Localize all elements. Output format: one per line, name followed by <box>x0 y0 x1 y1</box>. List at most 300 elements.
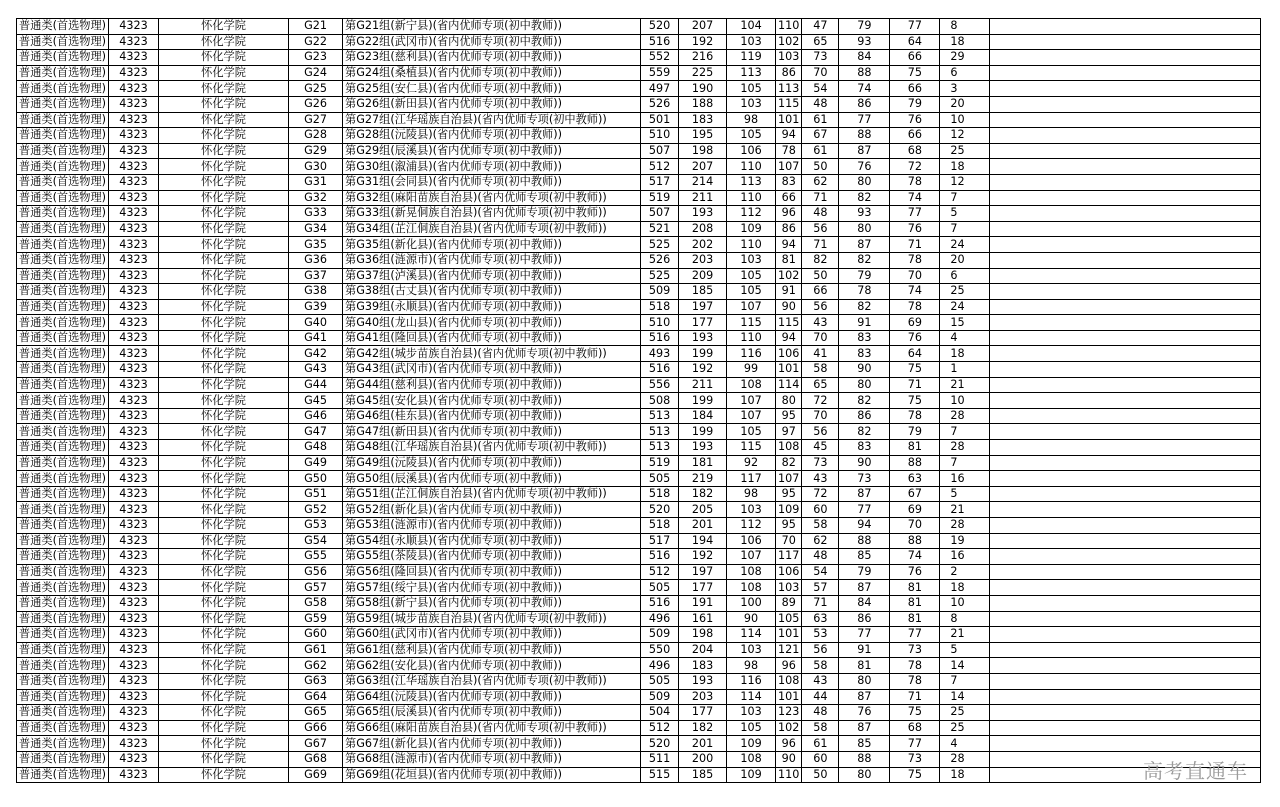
category-cell[interactable]: 普通类(首选物理) <box>17 642 109 658</box>
col12-cell[interactable]: 66 <box>890 50 940 66</box>
col11-cell[interactable]: 86 <box>839 408 890 424</box>
col9-cell[interactable]: 96 <box>776 658 802 674</box>
group-name-cell[interactable]: 第G41组(隆回县)(省内优师专项(初中教师)) <box>343 330 641 346</box>
group-code-cell[interactable]: G39 <box>289 299 343 315</box>
school-code-cell[interactable]: 4323 <box>109 440 159 456</box>
col7-cell[interactable]: 197 <box>679 564 727 580</box>
group-code-cell[interactable]: G41 <box>289 330 343 346</box>
group-code-cell[interactable]: G22 <box>289 34 343 50</box>
col6-cell[interactable]: 516 <box>641 549 679 565</box>
col13-cell[interactable]: 4 <box>940 736 990 752</box>
col9-cell[interactable]: 94 <box>776 128 802 144</box>
group-name-cell[interactable]: 第G21组(新宁县)(省内优师专项(初中教师)) <box>343 19 641 35</box>
col6-cell[interactable]: 509 <box>641 689 679 705</box>
col8-cell[interactable]: 98 <box>727 486 776 502</box>
blank-cell[interactable] <box>990 284 1261 300</box>
school-code-cell[interactable]: 4323 <box>109 284 159 300</box>
group-name-cell[interactable]: 第G26组(新田县)(省内优师专项(初中教师)) <box>343 96 641 112</box>
col8-cell[interactable]: 110 <box>727 159 776 175</box>
col9-cell[interactable]: 113 <box>776 81 802 97</box>
category-cell[interactable]: 普通类(首选物理) <box>17 159 109 175</box>
col9-cell[interactable]: 95 <box>776 408 802 424</box>
col8-cell[interactable]: 105 <box>727 128 776 144</box>
col8-cell[interactable]: 114 <box>727 689 776 705</box>
school-code-cell[interactable]: 4323 <box>109 143 159 159</box>
col10-cell[interactable]: 65 <box>802 377 839 393</box>
school-code-cell[interactable]: 4323 <box>109 346 159 362</box>
col9-cell[interactable]: 70 <box>776 533 802 549</box>
col12-cell[interactable]: 81 <box>890 580 940 596</box>
category-cell[interactable]: 普通类(首选物理) <box>17 315 109 331</box>
school-name-cell[interactable]: 怀化学院 <box>159 34 289 50</box>
col13-cell[interactable]: 7 <box>940 673 990 689</box>
group-code-cell[interactable]: G68 <box>289 751 343 767</box>
col9-cell[interactable]: 110 <box>776 19 802 35</box>
col12-cell[interactable]: 78 <box>890 252 940 268</box>
col13-cell[interactable]: 4 <box>940 330 990 346</box>
col12-cell[interactable]: 73 <box>890 751 940 767</box>
group-code-cell[interactable]: G61 <box>289 642 343 658</box>
school-name-cell[interactable]: 怀化学院 <box>159 408 289 424</box>
col10-cell[interactable]: 47 <box>802 19 839 35</box>
col6-cell[interactable]: 510 <box>641 315 679 331</box>
col12-cell[interactable]: 69 <box>890 502 940 518</box>
blank-cell[interactable] <box>990 81 1261 97</box>
col9-cell[interactable]: 115 <box>776 96 802 112</box>
category-cell[interactable]: 普通类(首选物理) <box>17 705 109 721</box>
group-name-cell[interactable]: 第G30组(溆浦县)(省内优师专项(初中教师)) <box>343 159 641 175</box>
col7-cell[interactable]: 181 <box>679 455 727 471</box>
school-code-cell[interactable]: 4323 <box>109 720 159 736</box>
group-name-cell[interactable]: 第G46组(桂东县)(省内优师专项(初中教师)) <box>343 408 641 424</box>
group-name-cell[interactable]: 第G22组(武冈市)(省内优师专项(初中教师)) <box>343 34 641 50</box>
col12-cell[interactable]: 71 <box>890 689 940 705</box>
col11-cell[interactable]: 88 <box>839 533 890 549</box>
blank-cell[interactable] <box>990 705 1261 721</box>
school-name-cell[interactable]: 怀化学院 <box>159 486 289 502</box>
col12-cell[interactable]: 79 <box>890 96 940 112</box>
school-name-cell[interactable]: 怀化学院 <box>159 221 289 237</box>
school-name-cell[interactable]: 怀化学院 <box>159 284 289 300</box>
col11-cell[interactable]: 80 <box>839 221 890 237</box>
col13-cell[interactable]: 25 <box>940 705 990 721</box>
school-code-cell[interactable]: 4323 <box>109 767 159 783</box>
blank-cell[interactable] <box>990 50 1261 66</box>
col7-cell[interactable]: 202 <box>679 237 727 253</box>
col10-cell[interactable]: 61 <box>802 736 839 752</box>
school-code-cell[interactable]: 4323 <box>109 549 159 565</box>
school-code-cell[interactable]: 4323 <box>109 252 159 268</box>
col12-cell[interactable]: 77 <box>890 206 940 222</box>
col7-cell[interactable]: 183 <box>679 112 727 128</box>
col6-cell[interactable]: 515 <box>641 767 679 783</box>
col12-cell[interactable]: 74 <box>890 190 940 206</box>
col10-cell[interactable]: 50 <box>802 767 839 783</box>
school-code-cell[interactable]: 4323 <box>109 362 159 378</box>
group-name-cell[interactable]: 第G42组(城步苗族自治县)(省内优师专项(初中教师)) <box>343 346 641 362</box>
school-code-cell[interactable]: 4323 <box>109 595 159 611</box>
col11-cell[interactable]: 74 <box>839 81 890 97</box>
col12-cell[interactable]: 71 <box>890 377 940 393</box>
col11-cell[interactable]: 82 <box>839 424 890 440</box>
group-code-cell[interactable]: G30 <box>289 159 343 175</box>
school-code-cell[interactable]: 4323 <box>109 330 159 346</box>
col7-cell[interactable]: 211 <box>679 377 727 393</box>
col11-cell[interactable]: 77 <box>839 502 890 518</box>
category-cell[interactable]: 普通类(首选物理) <box>17 440 109 456</box>
col13-cell[interactable]: 24 <box>940 299 990 315</box>
col12-cell[interactable]: 88 <box>890 533 940 549</box>
school-code-cell[interactable]: 4323 <box>109 455 159 471</box>
col8-cell[interactable]: 108 <box>727 751 776 767</box>
col9-cell[interactable]: 101 <box>776 689 802 705</box>
school-name-cell[interactable]: 怀化学院 <box>159 362 289 378</box>
col13-cell[interactable]: 10 <box>940 393 990 409</box>
col13-cell[interactable]: 5 <box>940 206 990 222</box>
col10-cell[interactable]: 44 <box>802 689 839 705</box>
col9-cell[interactable]: 108 <box>776 673 802 689</box>
group-code-cell[interactable]: G32 <box>289 190 343 206</box>
col12-cell[interactable]: 75 <box>890 65 940 81</box>
col10-cell[interactable]: 71 <box>802 237 839 253</box>
col12-cell[interactable]: 75 <box>890 705 940 721</box>
col8-cell[interactable]: 115 <box>727 440 776 456</box>
col13-cell[interactable]: 5 <box>940 486 990 502</box>
col6-cell[interactable]: 521 <box>641 221 679 237</box>
school-name-cell[interactable]: 怀化学院 <box>159 440 289 456</box>
group-name-cell[interactable]: 第G44组(慈利县)(省内优师专项(初中教师)) <box>343 377 641 393</box>
blank-cell[interactable] <box>990 424 1261 440</box>
school-code-cell[interactable]: 4323 <box>109 174 159 190</box>
col11-cell[interactable]: 87 <box>839 143 890 159</box>
col9-cell[interactable]: 107 <box>776 471 802 487</box>
col8-cell[interactable]: 115 <box>727 315 776 331</box>
school-code-cell[interactable]: 4323 <box>109 128 159 144</box>
category-cell[interactable]: 普通类(首选物理) <box>17 408 109 424</box>
school-name-cell[interactable]: 怀化学院 <box>159 424 289 440</box>
group-name-cell[interactable]: 第G67组(新化县)(省内优师专项(初中教师)) <box>343 736 641 752</box>
col9-cell[interactable]: 86 <box>776 221 802 237</box>
school-name-cell[interactable]: 怀化学院 <box>159 533 289 549</box>
group-code-cell[interactable]: G25 <box>289 81 343 97</box>
col7-cell[interactable]: 200 <box>679 751 727 767</box>
col13-cell[interactable]: 29 <box>940 50 990 66</box>
category-cell[interactable]: 普通类(首选物理) <box>17 533 109 549</box>
col8-cell[interactable]: 109 <box>727 767 776 783</box>
school-name-cell[interactable]: 怀化学院 <box>159 377 289 393</box>
col8-cell[interactable]: 110 <box>727 330 776 346</box>
col6-cell[interactable]: 512 <box>641 159 679 175</box>
col8-cell[interactable]: 106 <box>727 533 776 549</box>
col6-cell[interactable]: 552 <box>641 50 679 66</box>
school-code-cell[interactable]: 4323 <box>109 268 159 284</box>
blank-cell[interactable] <box>990 658 1261 674</box>
school-name-cell[interactable]: 怀化学院 <box>159 689 289 705</box>
col11-cell[interactable]: 88 <box>839 751 890 767</box>
school-code-cell[interactable]: 4323 <box>109 50 159 66</box>
col8-cell[interactable]: 107 <box>727 299 776 315</box>
category-cell[interactable]: 普通类(首选物理) <box>17 330 109 346</box>
blank-cell[interactable] <box>990 549 1261 565</box>
category-cell[interactable]: 普通类(首选物理) <box>17 393 109 409</box>
col12-cell[interactable]: 63 <box>890 471 940 487</box>
school-code-cell[interactable]: 4323 <box>109 751 159 767</box>
col7-cell[interactable]: 177 <box>679 705 727 721</box>
col13-cell[interactable]: 18 <box>940 346 990 362</box>
col6-cell[interactable]: 518 <box>641 518 679 534</box>
category-cell[interactable]: 普通类(首选物理) <box>17 143 109 159</box>
col8-cell[interactable]: 107 <box>727 393 776 409</box>
col11-cell[interactable]: 78 <box>839 284 890 300</box>
blank-cell[interactable] <box>990 174 1261 190</box>
col6-cell[interactable]: 507 <box>641 206 679 222</box>
col6-cell[interactable]: 507 <box>641 143 679 159</box>
col13-cell[interactable]: 20 <box>940 96 990 112</box>
col7-cell[interactable]: 188 <box>679 96 727 112</box>
category-cell[interactable]: 普通类(首选物理) <box>17 237 109 253</box>
col10-cell[interactable]: 54 <box>802 564 839 580</box>
col11-cell[interactable]: 80 <box>839 767 890 783</box>
category-cell[interactable]: 普通类(首选物理) <box>17 128 109 144</box>
blank-cell[interactable] <box>990 455 1261 471</box>
col12-cell[interactable]: 78 <box>890 299 940 315</box>
group-code-cell[interactable]: G65 <box>289 705 343 721</box>
col9-cell[interactable]: 102 <box>776 720 802 736</box>
col6-cell[interactable]: 559 <box>641 65 679 81</box>
blank-cell[interactable] <box>990 533 1261 549</box>
col6-cell[interactable]: 512 <box>641 564 679 580</box>
school-code-cell[interactable]: 4323 <box>109 580 159 596</box>
col12-cell[interactable]: 74 <box>890 549 940 565</box>
school-name-cell[interactable]: 怀化学院 <box>159 112 289 128</box>
category-cell[interactable]: 普通类(首选物理) <box>17 549 109 565</box>
col13-cell[interactable]: 10 <box>940 112 990 128</box>
col8-cell[interactable]: 112 <box>727 206 776 222</box>
col8-cell[interactable]: 99 <box>727 362 776 378</box>
blank-cell[interactable] <box>990 564 1261 580</box>
col12-cell[interactable]: 77 <box>890 627 940 643</box>
col13-cell[interactable]: 5 <box>940 642 990 658</box>
blank-cell[interactable] <box>990 580 1261 596</box>
col10-cell[interactable]: 53 <box>802 627 839 643</box>
school-name-cell[interactable]: 怀化学院 <box>159 19 289 35</box>
group-name-cell[interactable]: 第G51组(芷江侗族自治县)(省内优师专项(初中教师)) <box>343 486 641 502</box>
category-cell[interactable]: 普通类(首选物理) <box>17 689 109 705</box>
col9-cell[interactable]: 114 <box>776 377 802 393</box>
col6-cell[interactable]: 509 <box>641 627 679 643</box>
blank-cell[interactable] <box>990 440 1261 456</box>
group-code-cell[interactable]: G21 <box>289 19 343 35</box>
col7-cell[interactable]: 204 <box>679 642 727 658</box>
category-cell[interactable]: 普通类(首选物理) <box>17 221 109 237</box>
group-name-cell[interactable]: 第G34组(芷江侗族自治县)(省内优师专项(初中教师)) <box>343 221 641 237</box>
category-cell[interactable]: 普通类(首选物理) <box>17 190 109 206</box>
group-name-cell[interactable]: 第G59组(城步苗族自治县)(省内优师专项(初中教师)) <box>343 611 641 627</box>
col10-cell[interactable]: 61 <box>802 112 839 128</box>
category-cell[interactable]: 普通类(首选物理) <box>17 346 109 362</box>
col11-cell[interactable]: 87 <box>839 580 890 596</box>
col13-cell[interactable]: 19 <box>940 533 990 549</box>
blank-cell[interactable] <box>990 377 1261 393</box>
col10-cell[interactable]: 72 <box>802 486 839 502</box>
col10-cell[interactable]: 56 <box>802 424 839 440</box>
category-cell[interactable]: 普通类(首选物理) <box>17 564 109 580</box>
school-code-cell[interactable]: 4323 <box>109 34 159 50</box>
col6-cell[interactable]: 504 <box>641 705 679 721</box>
school-code-cell[interactable]: 4323 <box>109 19 159 35</box>
col10-cell[interactable]: 48 <box>802 206 839 222</box>
col12-cell[interactable]: 73 <box>890 642 940 658</box>
col11-cell[interactable]: 90 <box>839 362 890 378</box>
group-name-cell[interactable]: 第G53组(涟源市)(省内优师专项(初中教师)) <box>343 518 641 534</box>
category-cell[interactable]: 普通类(首选物理) <box>17 518 109 534</box>
group-name-cell[interactable]: 第G57组(绥宁县)(省内优师专项(初中教师)) <box>343 580 641 596</box>
school-name-cell[interactable]: 怀化学院 <box>159 673 289 689</box>
col11-cell[interactable]: 87 <box>839 689 890 705</box>
blank-cell[interactable] <box>990 190 1261 206</box>
col8-cell[interactable]: 117 <box>727 471 776 487</box>
col7-cell[interactable]: 203 <box>679 252 727 268</box>
group-code-cell[interactable]: G63 <box>289 673 343 689</box>
category-cell[interactable]: 普通类(首选物理) <box>17 611 109 627</box>
col9-cell[interactable]: 117 <box>776 549 802 565</box>
col6-cell[interactable]: 550 <box>641 642 679 658</box>
blank-cell[interactable] <box>990 299 1261 315</box>
group-code-cell[interactable]: G42 <box>289 346 343 362</box>
col11-cell[interactable]: 76 <box>839 705 890 721</box>
col7-cell[interactable]: 203 <box>679 689 727 705</box>
col7-cell[interactable]: 193 <box>679 673 727 689</box>
col10-cell[interactable]: 45 <box>802 440 839 456</box>
col7-cell[interactable]: 208 <box>679 221 727 237</box>
col8-cell[interactable]: 107 <box>727 549 776 565</box>
school-name-cell[interactable]: 怀化学院 <box>159 751 289 767</box>
col6-cell[interactable]: 508 <box>641 393 679 409</box>
blank-cell[interactable] <box>990 159 1261 175</box>
group-name-cell[interactable]: 第G66组(麻阳苗族自治县)(省内优师专项(初中教师)) <box>343 720 641 736</box>
group-code-cell[interactable]: G53 <box>289 518 343 534</box>
blank-cell[interactable] <box>990 736 1261 752</box>
col8-cell[interactable]: 110 <box>727 190 776 206</box>
category-cell[interactable]: 普通类(首选物理) <box>17 50 109 66</box>
col10-cell[interactable]: 61 <box>802 143 839 159</box>
col6-cell[interactable]: 517 <box>641 174 679 190</box>
col12-cell[interactable]: 77 <box>890 19 940 35</box>
col8-cell[interactable]: 113 <box>727 174 776 190</box>
col9-cell[interactable]: 101 <box>776 627 802 643</box>
col8-cell[interactable]: 108 <box>727 564 776 580</box>
school-name-cell[interactable]: 怀化学院 <box>159 736 289 752</box>
blank-cell[interactable] <box>990 65 1261 81</box>
blank-cell[interactable] <box>990 330 1261 346</box>
blank-cell[interactable] <box>990 268 1261 284</box>
school-name-cell[interactable]: 怀化学院 <box>159 65 289 81</box>
school-name-cell[interactable]: 怀化学院 <box>159 611 289 627</box>
col11-cell[interactable]: 88 <box>839 128 890 144</box>
group-code-cell[interactable]: G43 <box>289 362 343 378</box>
col11-cell[interactable]: 84 <box>839 50 890 66</box>
col11-cell[interactable]: 87 <box>839 486 890 502</box>
col10-cell[interactable]: 50 <box>802 159 839 175</box>
col7-cell[interactable]: 225 <box>679 65 727 81</box>
col13-cell[interactable]: 12 <box>940 128 990 144</box>
col13-cell[interactable]: 28 <box>940 408 990 424</box>
col12-cell[interactable]: 79 <box>890 424 940 440</box>
blank-cell[interactable] <box>990 315 1261 331</box>
blank-cell[interactable] <box>990 642 1261 658</box>
col8-cell[interactable]: 114 <box>727 627 776 643</box>
col10-cell[interactable]: 60 <box>802 502 839 518</box>
col10-cell[interactable]: 82 <box>802 252 839 268</box>
col13-cell[interactable]: 16 <box>940 549 990 565</box>
group-code-cell[interactable]: G51 <box>289 486 343 502</box>
col12-cell[interactable]: 77 <box>890 736 940 752</box>
school-code-cell[interactable]: 4323 <box>109 627 159 643</box>
col11-cell[interactable]: 77 <box>839 627 890 643</box>
school-name-cell[interactable]: 怀化学院 <box>159 627 289 643</box>
col7-cell[interactable]: 201 <box>679 518 727 534</box>
school-name-cell[interactable]: 怀化学院 <box>159 143 289 159</box>
col12-cell[interactable]: 67 <box>890 486 940 502</box>
col11-cell[interactable]: 93 <box>839 206 890 222</box>
group-code-cell[interactable]: G55 <box>289 549 343 565</box>
group-code-cell[interactable]: G60 <box>289 627 343 643</box>
col9-cell[interactable]: 82 <box>776 455 802 471</box>
col11-cell[interactable]: 76 <box>839 159 890 175</box>
col9-cell[interactable]: 101 <box>776 362 802 378</box>
group-name-cell[interactable]: 第G40组(龙山县)(省内优师专项(初中教师)) <box>343 315 641 331</box>
school-name-cell[interactable]: 怀化学院 <box>159 564 289 580</box>
group-code-cell[interactable]: G59 <box>289 611 343 627</box>
col11-cell[interactable]: 84 <box>839 595 890 611</box>
school-name-cell[interactable]: 怀化学院 <box>159 81 289 97</box>
col11-cell[interactable]: 83 <box>839 346 890 362</box>
col9-cell[interactable]: 95 <box>776 518 802 534</box>
category-cell[interactable]: 普通类(首选物理) <box>17 34 109 50</box>
col12-cell[interactable]: 64 <box>890 346 940 362</box>
col7-cell[interactable]: 161 <box>679 611 727 627</box>
col10-cell[interactable]: 58 <box>802 658 839 674</box>
school-name-cell[interactable]: 怀化学院 <box>159 252 289 268</box>
col13-cell[interactable]: 7 <box>940 221 990 237</box>
col9-cell[interactable]: 121 <box>776 642 802 658</box>
group-code-cell[interactable]: G67 <box>289 736 343 752</box>
col8-cell[interactable]: 116 <box>727 346 776 362</box>
col10-cell[interactable]: 66 <box>802 284 839 300</box>
col7-cell[interactable]: 211 <box>679 190 727 206</box>
group-code-cell[interactable]: G45 <box>289 393 343 409</box>
col10-cell[interactable]: 48 <box>802 549 839 565</box>
group-code-cell[interactable]: G50 <box>289 471 343 487</box>
school-name-cell[interactable]: 怀化学院 <box>159 190 289 206</box>
group-name-cell[interactable]: 第G45组(安化县)(省内优师专项(初中教师)) <box>343 393 641 409</box>
school-code-cell[interactable]: 4323 <box>109 237 159 253</box>
school-name-cell[interactable]: 怀化学院 <box>159 705 289 721</box>
col10-cell[interactable]: 58 <box>802 720 839 736</box>
category-cell[interactable]: 普通类(首选物理) <box>17 673 109 689</box>
group-code-cell[interactable]: G44 <box>289 377 343 393</box>
group-name-cell[interactable]: 第G29组(辰溪县)(省内优师专项(初中教师)) <box>343 143 641 159</box>
col6-cell[interactable]: 516 <box>641 595 679 611</box>
col9-cell[interactable]: 103 <box>776 50 802 66</box>
school-code-cell[interactable]: 4323 <box>109 190 159 206</box>
blank-cell[interactable] <box>990 518 1261 534</box>
col13-cell[interactable]: 21 <box>940 502 990 518</box>
group-name-cell[interactable]: 第G69组(花垣县)(省内优师专项(初中教师)) <box>343 767 641 783</box>
school-name-cell[interactable]: 怀化学院 <box>159 299 289 315</box>
col8-cell[interactable]: 119 <box>727 50 776 66</box>
col9-cell[interactable]: 102 <box>776 34 802 50</box>
